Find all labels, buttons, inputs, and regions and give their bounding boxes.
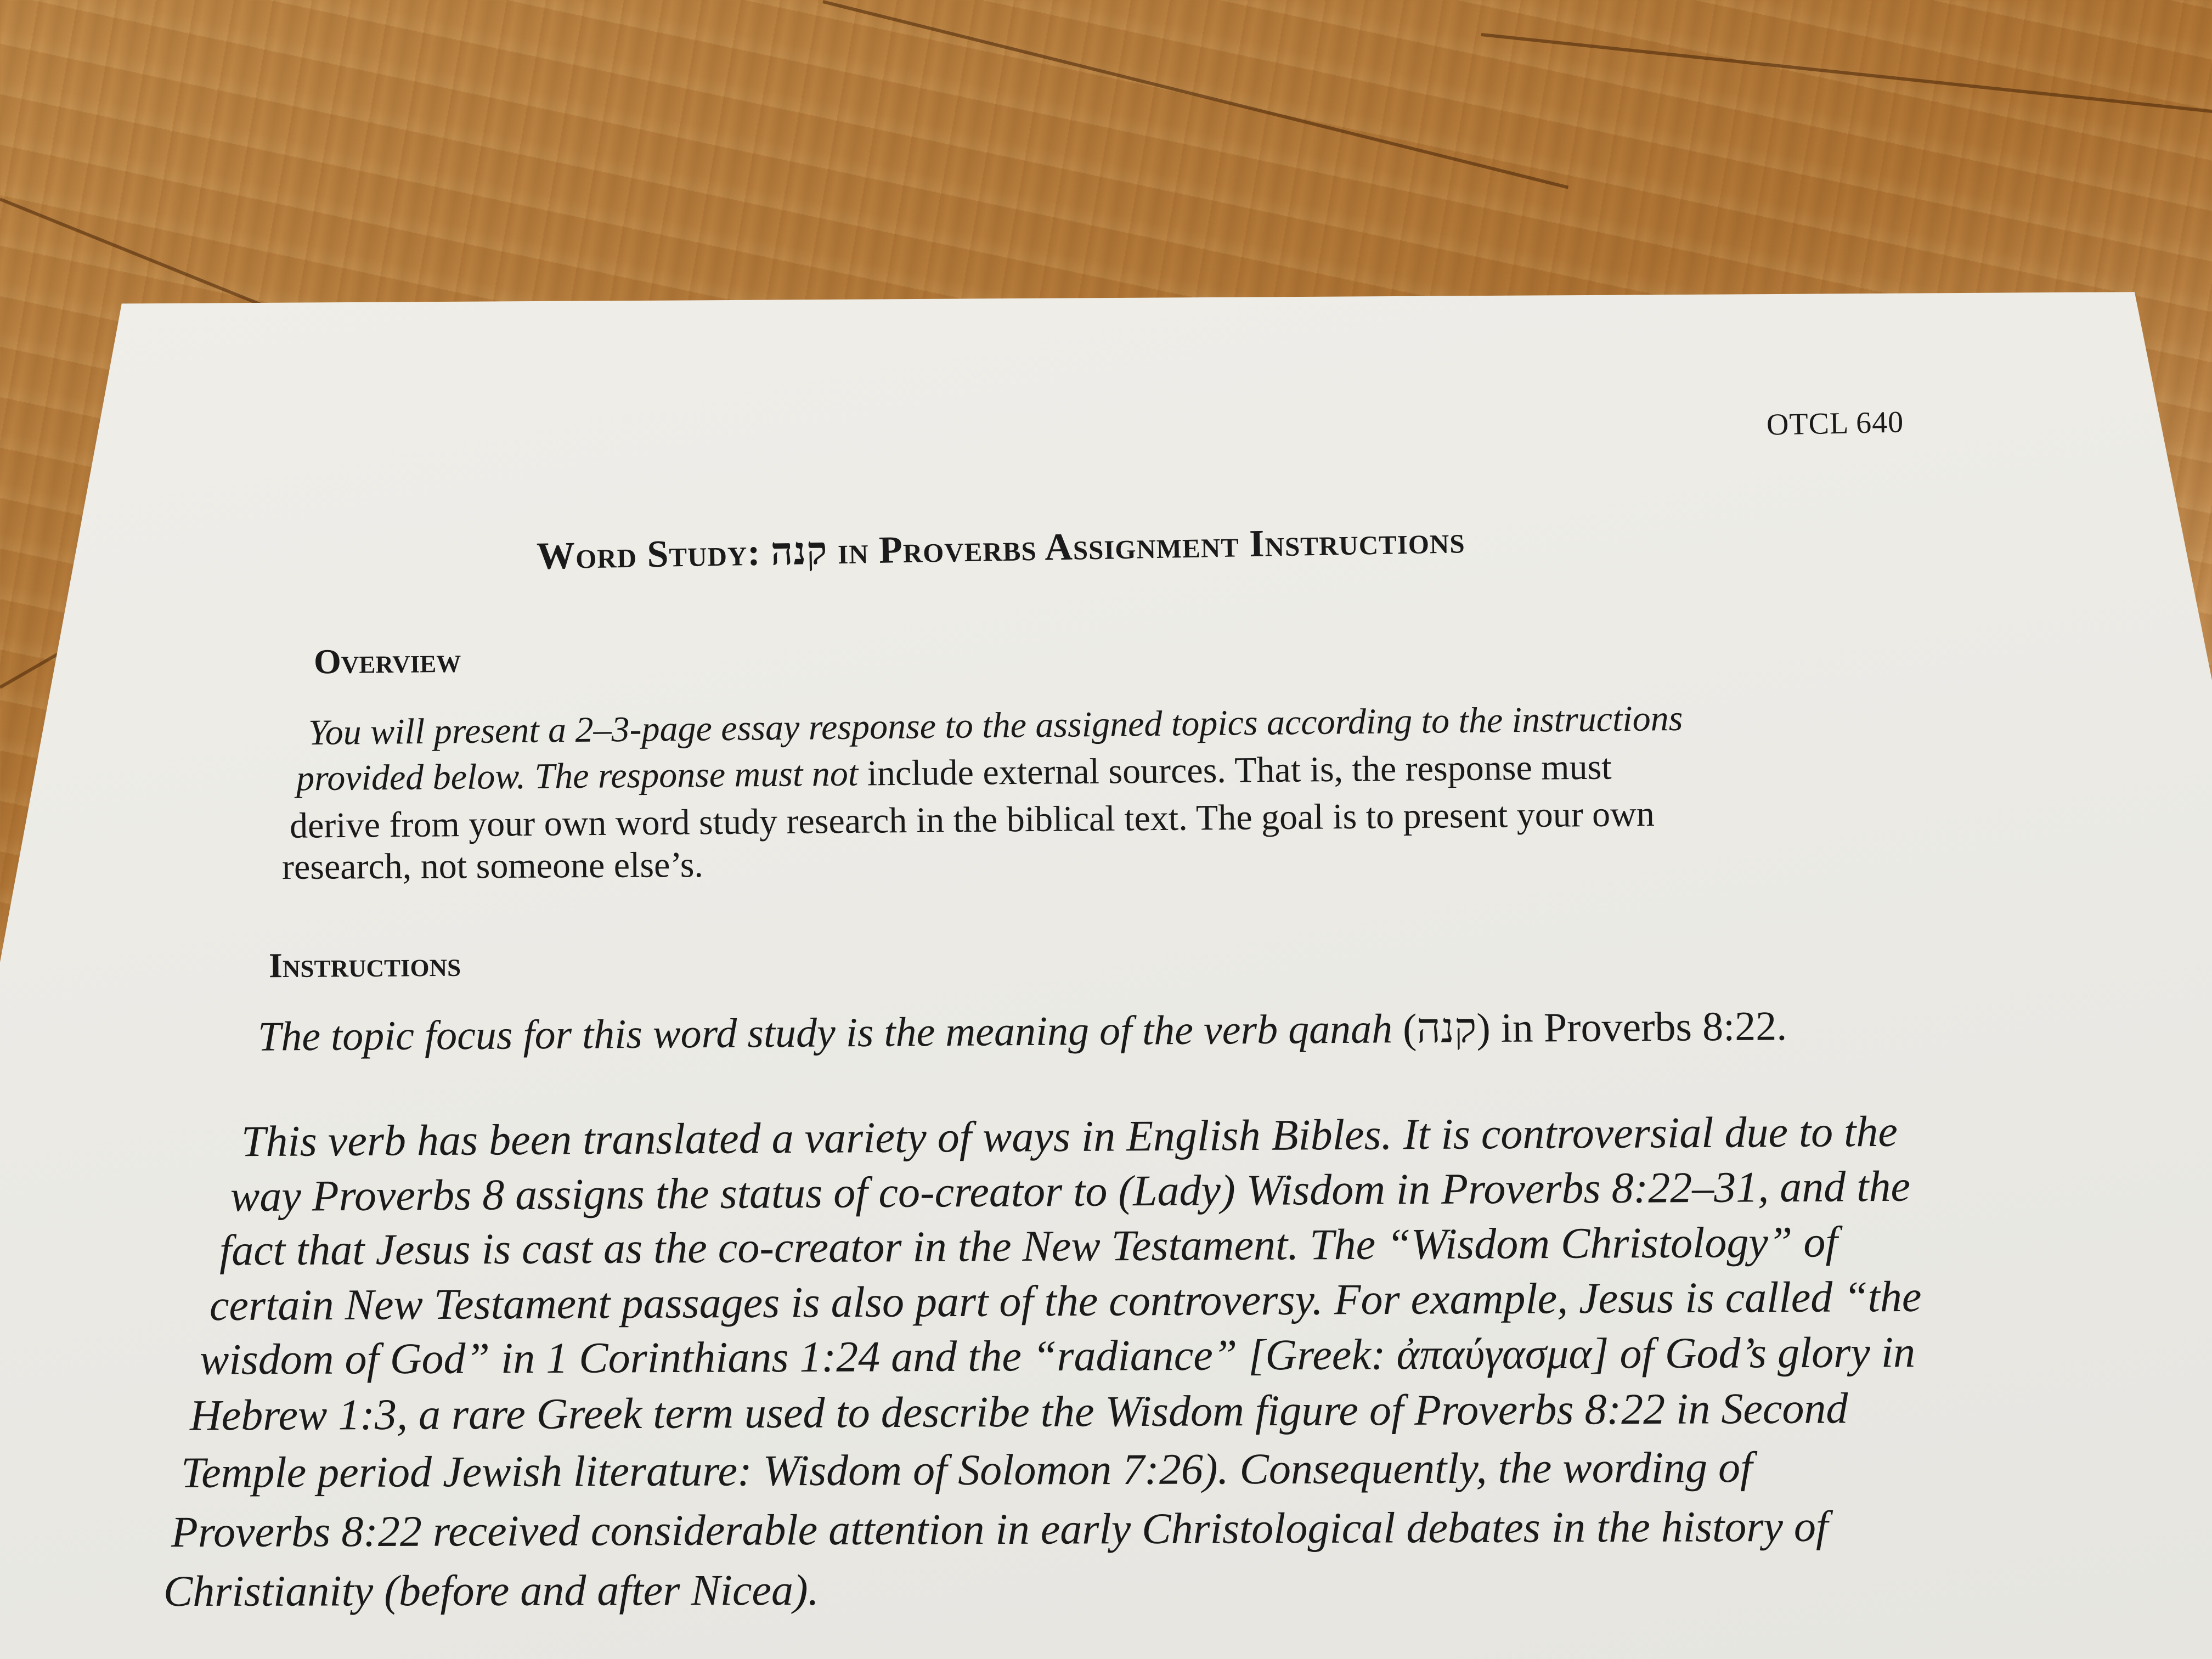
topic-line-emphasis: qanah	[1288, 1006, 1393, 1053]
instructions-heading: Instructions	[268, 944, 461, 985]
document-title: Word Study: קנה in Proverbs Assignment Instructions	[536, 519, 1466, 578]
paragraph-line: way Proverbs 8 assigns the status of co-creator to (Lady) Wisdom in Proverbs 8:22–31, and the	[230, 1162, 1911, 1221]
overview-line	[290, 796, 1655, 844]
topic-line-text: (קנה) in Proverbs 8:22.	[1392, 1003, 1787, 1052]
topic-line-text: The topic focus for this word study is the meaning of the verb	[257, 1006, 1289, 1060]
topic-line	[257, 1003, 1787, 1060]
paragraph-line: Proverbs 8:22 received considerable attention in early Christological debates in the history of	[171, 1502, 1829, 1557]
paragraph-line: This verb has been translated a variety of ways in English Bibles. It is controversial due to the	[241, 1107, 1898, 1166]
course-code: OTCL 640	[1766, 405, 1904, 442]
paragraph-line: certain New Testament passages is also part of the controversy. For example, Jesus is called “the	[209, 1272, 1922, 1330]
overview-line-text: You will present a 2–3-page essay response to the assigned topics according to the instructions	[308, 698, 1683, 753]
paragraph-line: Hebrew 1:3, a rare Greek term used to describe the Wisdom figure of Proverbs 8:22 in Second	[189, 1384, 1848, 1440]
overview-line	[281, 844, 704, 888]
overview-heading: Overview	[313, 640, 461, 681]
overview-line	[308, 698, 1683, 753]
overview-line-text: provided below. The response must	[296, 754, 812, 799]
paragraph-line: fact that Jesus is cast as the co-creator in the New Testament. The “Wisdom Christology” of	[219, 1218, 1838, 1275]
paragraph-line: Christianity (before and after Nicea).	[163, 1566, 819, 1616]
overview-line	[296, 749, 1612, 797]
overview-line-emphasis: not	[811, 753, 859, 794]
overview-line-text: include external sources. That is, the response must	[857, 747, 1612, 794]
paragraph-line: wisdom of God” in 1 Corinthians 1:24 and the “radiance” [Greek: ἀπαύγασμα] of God’s glory in	[199, 1328, 1916, 1384]
overview-line-text: research, not someone else’s.	[281, 844, 704, 888]
paragraph-line: Temple period Jewish literature: Wisdom of Solomon 7:26). Consequently, the wording of	[180, 1443, 1753, 1497]
overview-line-text: derive from your own word study research in the biblical text. The goal is to present your own	[289, 794, 1655, 846]
